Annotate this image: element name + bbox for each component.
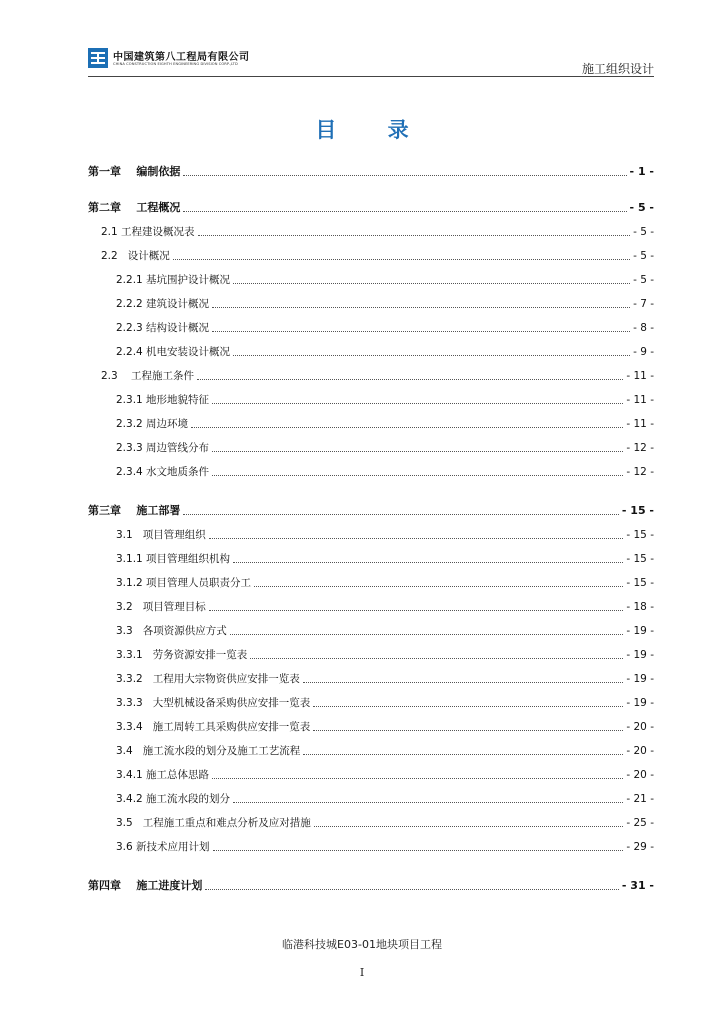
toc-entry-page: - 20 - xyxy=(626,769,654,781)
toc-entry[interactable] xyxy=(116,790,654,806)
document-type: 施工组织设计 xyxy=(581,62,654,76)
toc-entry-label: 2.2.3 结构设计概况 xyxy=(116,322,210,334)
toc-entry[interactable] xyxy=(116,319,654,335)
toc-entry-page: - 21 - xyxy=(626,793,654,805)
toc-entry-label: 2.2.4 机电安装设计概况 xyxy=(116,346,231,358)
toc-leader-dots xyxy=(209,538,624,539)
toc-entry-page: - 7 - xyxy=(633,298,654,310)
toc-entry-label: 3.3.3 大型机械设备采购供应安排一览表 xyxy=(116,697,311,709)
toc-leader-dots xyxy=(233,562,623,563)
toc-entry[interactable] xyxy=(116,343,654,359)
header-divider xyxy=(88,76,654,77)
toc-entry[interactable] xyxy=(101,247,654,263)
toc-entry-page: - 5 - xyxy=(633,250,654,262)
toc-entry[interactable] xyxy=(116,670,654,686)
toc-entry-label: 3.5 工程施工重点和难点分析及应对措施 xyxy=(116,817,311,829)
toc-entry[interactable] xyxy=(88,502,654,518)
toc-entry[interactable] xyxy=(116,622,654,638)
toc-entry-page: - 29 - xyxy=(626,841,654,853)
toc-entry-label: 2.3 工程施工条件 xyxy=(101,370,195,382)
toc-entry-label: 3.4.2 施工流水段的划分 xyxy=(116,793,231,805)
toc-entry-label: 3.1 项目管理组织 xyxy=(116,529,206,541)
toc-entry-page: - 9 - xyxy=(633,346,654,358)
footer-project-name: 临港科技城E03-01地块项目工程 xyxy=(282,938,442,951)
toc-leader-dots xyxy=(313,730,623,731)
toc-entry[interactable] xyxy=(116,391,654,407)
toc-entry-label: 3.3.1 劳务资源安排一览表 xyxy=(116,649,248,661)
footer-page-number: I xyxy=(359,966,365,979)
toc-entry[interactable] xyxy=(116,550,654,566)
toc-entry-page: - 20 - xyxy=(626,745,654,757)
toc-leader-dots xyxy=(191,427,623,428)
toc-entry-label: 2.3.2 周边环境 xyxy=(116,418,189,430)
toc-entry-page: - 19 - xyxy=(626,673,654,685)
toc-entry-label: 第三章 施工部署 xyxy=(88,504,181,517)
toc-entry-page: - 11 - xyxy=(626,394,654,406)
toc-leader-dots xyxy=(303,682,624,683)
toc-entry-page: - 20 - xyxy=(626,721,654,733)
toc-entry[interactable] xyxy=(116,742,654,758)
toc-leader-dots xyxy=(254,586,623,587)
toc-entry[interactable] xyxy=(88,163,654,179)
toc-entry-label: 3.3 各项资源供应方式 xyxy=(116,625,227,637)
toc-leader-dots xyxy=(233,355,630,356)
toc-leader-dots xyxy=(213,850,624,851)
toc-entry-page: - 15 - xyxy=(626,529,654,541)
toc-entry-page: - 18 - xyxy=(626,601,654,613)
toc-entry[interactable] xyxy=(88,199,654,215)
toc-entry-page: - 11 - xyxy=(626,370,654,382)
toc-entry-page: - 5 - xyxy=(633,226,654,238)
toc-entry-label: 3.4 施工流水段的划分及施工工艺流程 xyxy=(116,745,301,757)
toc-entry-label: 3.1.1 项目管理组织机构 xyxy=(116,553,231,565)
toc-entry-label: 2.3.4 水文地质条件 xyxy=(116,466,210,478)
toc-entry-label: 3.3.2 工程用大宗物资供应安排一览表 xyxy=(116,673,300,685)
toc-leader-dots xyxy=(173,259,630,260)
company-name-en: CHINA CONSTRUCTION EIGHTH ENGINEERING DIVISION CORP.,LTD xyxy=(113,62,238,66)
toc-entry-page: - 19 - xyxy=(626,649,654,661)
toc-leader-dots xyxy=(183,211,626,212)
toc-entry[interactable] xyxy=(101,367,654,383)
toc-entry[interactable] xyxy=(88,877,654,893)
toc-leader-dots xyxy=(198,235,631,236)
toc-leader-dots xyxy=(205,889,619,890)
toc-entry[interactable] xyxy=(116,439,654,455)
toc-entry-label: 2.3.1 地形地貌特征 xyxy=(116,394,210,406)
page-header xyxy=(88,46,654,76)
toc-leader-dots xyxy=(230,634,624,635)
toc-entry-page: - 19 - xyxy=(626,625,654,637)
toc-leader-dots xyxy=(212,451,623,452)
toc-entry[interactable] xyxy=(116,415,654,431)
toc-entry-page: - 15 - xyxy=(626,577,654,589)
toc-entry-label: 3.3.4 施工周转工具采购供应安排一览表 xyxy=(116,721,311,733)
toc-entry-page: - 15 - xyxy=(621,504,654,517)
toc-entry[interactable] xyxy=(116,838,654,854)
toc-entry[interactable] xyxy=(116,646,654,662)
toc-entry[interactable] xyxy=(116,526,654,542)
toc-entry[interactable] xyxy=(116,574,654,590)
toc-entry[interactable] xyxy=(116,598,654,614)
toc-entry-label: 2.2 设计概况 xyxy=(101,250,170,262)
toc-leader-dots xyxy=(212,403,623,404)
toc-leader-dots xyxy=(233,802,623,803)
toc-entry-page: - 5 - xyxy=(629,201,654,214)
toc-leader-dots xyxy=(212,778,623,779)
toc-entry[interactable] xyxy=(116,295,654,311)
toc-entry-page: - 12 - xyxy=(626,442,654,454)
toc-entry-label: 第四章 施工进度计划 xyxy=(88,879,203,892)
toc-entry-page: - 1 - xyxy=(629,165,654,178)
toc-leader-dots xyxy=(212,331,630,332)
toc-leader-dots xyxy=(183,175,626,176)
toc-entry-label: 第一章 编制依据 xyxy=(88,165,181,178)
toc-entry-label: 3.4.1 施工总体思路 xyxy=(116,769,210,781)
toc-leader-dots xyxy=(313,706,623,707)
toc-entry-page: - 11 - xyxy=(626,418,654,430)
toc-entry-label: 2.3.3 周边管线分布 xyxy=(116,442,210,454)
toc-leader-dots xyxy=(209,610,624,611)
toc-entry[interactable] xyxy=(116,694,654,710)
toc-entry[interactable] xyxy=(116,814,654,830)
toc-entry-page: - 8 - xyxy=(633,322,654,334)
toc-entry-label: 第二章 工程概况 xyxy=(88,201,181,214)
toc-leader-dots xyxy=(212,475,623,476)
toc-leader-dots xyxy=(303,754,623,755)
toc-entry-label: 2.2.1 基坑围护设计概况 xyxy=(116,274,231,286)
toc-entry-page: - 12 - xyxy=(626,466,654,478)
toc-entry-label: 3.2 项目管理目标 xyxy=(116,601,206,613)
toc-entry-page: - 19 - xyxy=(626,697,654,709)
toc-entry-page: - 15 - xyxy=(626,553,654,565)
company-name: 中国建筑第八工程局有限公司 xyxy=(113,52,250,63)
toc-leader-dots xyxy=(197,379,623,380)
toc-entry[interactable] xyxy=(116,463,654,479)
toc-entry[interactable] xyxy=(116,766,654,782)
toc-leader-dots xyxy=(250,658,623,659)
toc-title: 目 录 xyxy=(315,118,431,142)
toc-entry-page: - 5 - xyxy=(633,274,654,286)
toc-entry-label: 2.2.2 建筑设计概况 xyxy=(116,298,210,310)
toc-entry[interactable] xyxy=(116,718,654,734)
toc-entry-page: - 31 - xyxy=(621,879,654,892)
toc-leader-dots xyxy=(212,307,630,308)
company-logo-icon xyxy=(88,48,108,68)
toc-entry-page: - 25 - xyxy=(626,817,654,829)
toc-entry[interactable] xyxy=(101,223,654,239)
toc-entry[interactable] xyxy=(116,271,654,287)
toc-leader-dots xyxy=(314,826,624,827)
toc-entry-label: 3.6 新技术应用计划 xyxy=(116,841,210,853)
toc-leader-dots xyxy=(233,283,630,284)
toc-entry-label: 2.1 工程建设概况表 xyxy=(101,226,195,238)
toc-leader-dots xyxy=(183,514,619,515)
toc-entry-label: 3.1.2 项目管理人员职责分工 xyxy=(116,577,252,589)
